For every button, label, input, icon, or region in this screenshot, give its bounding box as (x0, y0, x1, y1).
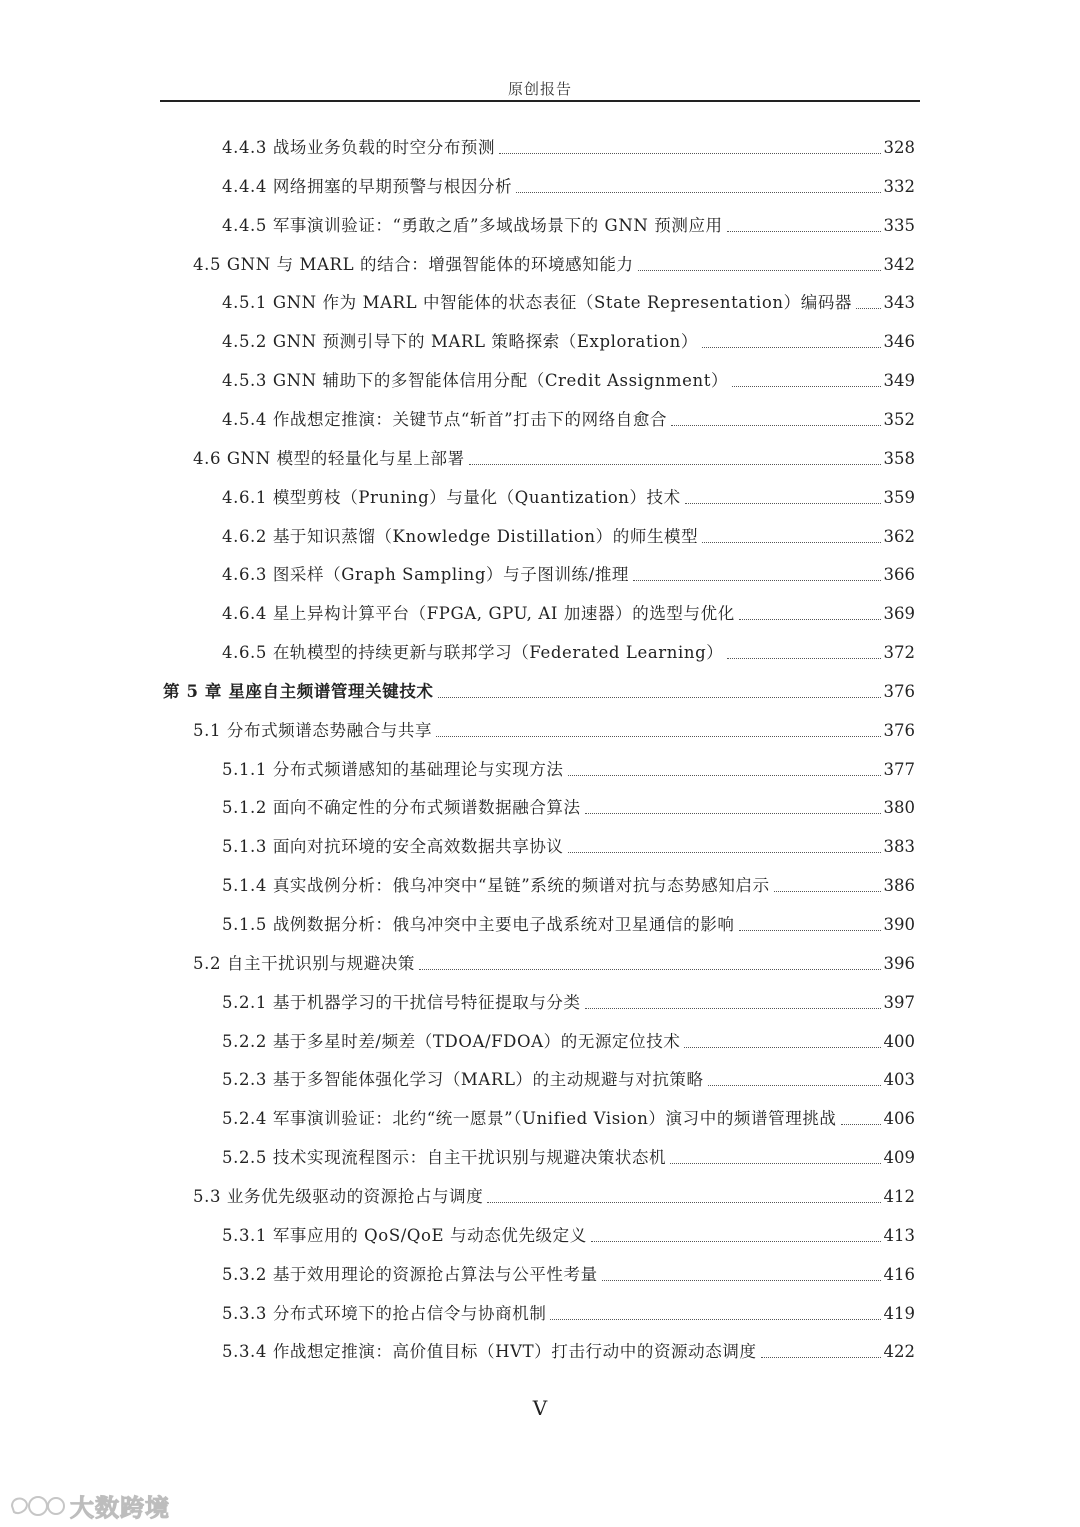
toc-entry-title: 4.5 GNN 与 MARL 的结合：增强智能体的环境感知能力 (193, 254, 634, 274)
toc-entry-title: 5.3 业务优先级驱动的资源抢占与调度 (193, 1186, 484, 1206)
toc-entry (222, 364, 915, 392)
toc-entry-page: 362 (883, 526, 915, 546)
toc-entry (222, 1335, 915, 1363)
toc-entry-title: 4.5.4 作战想定推演：关键节点“斩首”打击下的网络自愈合 (222, 409, 668, 429)
toc-entry (222, 520, 915, 548)
toc-entry-page: 342 (883, 254, 915, 274)
toc-leader-dots (732, 386, 880, 387)
toc-leader-dots (550, 1319, 880, 1320)
toc-leader-dots (739, 619, 881, 620)
toc-entry-page: 328 (883, 138, 915, 157)
toc-entry-title: 5.2 自主干扰识别与规避决策 (193, 953, 415, 973)
toc-entry (222, 1141, 915, 1169)
toc-entry-title: 4.4.4 网络拥塞的早期预警与根因分析 (222, 176, 513, 196)
toc-entry-title: 5.3.3 分布式环境下的抢占信令与协商机制 (222, 1303, 547, 1323)
toc-entry (222, 636, 915, 664)
toc-entry-page: 403 (883, 1070, 915, 1090)
toc-entry-title: 5.1.5 战例数据分析：俄乌冲突中主要电子战系统对卫星通信的影响 (222, 915, 735, 934)
toc-entry-title: 4.4.5 军事演训验证：“勇敢之盾”多域战场景下的 GNN 预测应用 (222, 215, 723, 235)
toc-entry-page: 358 (883, 448, 915, 468)
toc-leader-dots (633, 580, 880, 581)
toc-entry (222, 325, 915, 353)
toc-entry-page: 376 (883, 681, 915, 701)
toc-entry-title: 4.6 GNN 模型的轻量化与星上部署 (193, 448, 465, 468)
toc-entry (193, 947, 915, 975)
toc-leader-dots (727, 658, 880, 659)
toc-leader-dots (708, 1085, 881, 1086)
toc-entry-page: 332 (883, 176, 915, 196)
toc-entry-title: 4.6.3 图采样（Graph Sampling）与子图训练/推理 (222, 565, 630, 585)
toc-entry-title: 5.1.2 面向不确定性的分布式频谱数据融合算法 (222, 798, 581, 818)
toc-entry-title: 5.2.4 军事演训验证：北约“统一愿景”（Unified Vision）演习中的频谱管理挑战 (222, 1109, 837, 1129)
toc-entry (222, 558, 915, 586)
toc-entry-title: 4.6.5 在轨模型的持续更新与联邦学习（Federated Learning） (222, 643, 724, 663)
toc-entry (222, 1102, 915, 1130)
toc-entry (222, 753, 915, 781)
toc-entry (222, 830, 915, 858)
toc-leader-dots (856, 308, 880, 309)
toc-entry-page: 380 (883, 798, 915, 818)
toc-entry-page: 377 (883, 759, 915, 779)
toc-entry (222, 286, 915, 314)
toc-entry (222, 170, 915, 198)
toc-leader-dots (638, 270, 881, 271)
watermark (8, 1488, 170, 1523)
toc-entry-title: 5.3.1 军事应用的 QoS/QoE 与动态优先级定义 (222, 1225, 587, 1245)
toc-entry-page: 397 (883, 992, 915, 1012)
toc-entry-title: 5.1.3 面向对抗环境的安全高效数据共享协议 (222, 837, 564, 857)
toc-entry-page: 349 (883, 371, 915, 391)
toc-leader-dots (419, 969, 881, 970)
toc-leader-dots (469, 464, 881, 465)
toc-leader-dots (585, 1008, 881, 1009)
watermark-text: 大数跨境 (70, 1494, 170, 1522)
toc-entry-page: 406 (883, 1109, 915, 1129)
toc-entry (193, 248, 915, 276)
toc-leader-dots (761, 1357, 881, 1358)
toc-leader-dots (487, 1202, 880, 1203)
toc-entry-page: 386 (883, 876, 915, 896)
toc-entry-title: 4.5.2 GNN 预测引导下的 MARL 策略探索（Exploration） (222, 332, 698, 352)
toc-leader-dots (499, 153, 880, 154)
toc-entry-page: 376 (883, 720, 915, 740)
toc-leader-dots (670, 1163, 880, 1164)
toc-entry (222, 131, 915, 159)
toc-leader-dots (739, 930, 881, 931)
toc-leader-dots (438, 697, 881, 698)
toc-entry (193, 442, 915, 470)
toc-leader-dots (702, 542, 880, 543)
toc-entry-title: 5.3.4 作战想定推演：高价值目标（HVT）打击行动中的资源动态调度 (222, 1342, 757, 1362)
toc-leader-dots (841, 1124, 881, 1125)
toc-entry-title: 5.1 分布式频谱态势融合与共享 (193, 720, 433, 740)
toc-leader-dots (684, 1047, 880, 1048)
toc-entry-page: 413 (883, 1225, 915, 1245)
toc-entry (193, 714, 915, 742)
toc-entry-page: 359 (883, 487, 915, 507)
toc-chapter-entry (163, 675, 915, 703)
toc-leader-dots (436, 736, 880, 737)
toc-entry-page: 419 (883, 1303, 915, 1323)
toc-entry-title: 5.1.1 分布式频谱感知的基础理论与实现方法 (222, 759, 564, 779)
toc-leader-dots (585, 813, 881, 814)
toc-entry-title: 5.1.4 真实战例分析：俄乌冲突中“星链”系统的频谱对抗与态势感知启示 (222, 876, 770, 896)
toc-entry-page: 383 (883, 837, 915, 857)
toc-entry-title: 5.2.1 基于机器学习的干扰信号特征提取与分类 (222, 992, 581, 1012)
toc-entry-page: 366 (883, 565, 915, 585)
toc-entry-page: 335 (883, 215, 915, 235)
header-rule (160, 100, 920, 102)
toc-entry-page: 422 (883, 1342, 915, 1362)
toc-entry (222, 1297, 915, 1325)
toc-entry-title: 4.6.1 模型剪枝（Pruning）与量化（Quantization）技术 (222, 487, 681, 507)
toc-entry-title: 4.5.3 GNN 辅助下的多智能体信用分配（Credit Assignment） (222, 371, 729, 391)
toc-entry-page: 400 (883, 1031, 915, 1051)
toc-entry (222, 791, 915, 819)
toc-leader-dots (602, 1280, 881, 1281)
toc-leader-dots (702, 347, 881, 348)
toc-leader-dots (671, 425, 880, 426)
page-header: 原创报告 (507, 80, 572, 98)
toc-entry-page: 369 (883, 604, 915, 624)
toc-entry-page: 412 (883, 1186, 915, 1206)
toc-leader-dots (591, 1241, 881, 1242)
toc-entry (222, 986, 915, 1014)
toc-entry-title: 5.2.2 基于多星时差/频差（TDOA/FDOA）的无源定位技术 (222, 1031, 681, 1051)
toc-entry-page: 352 (883, 409, 915, 429)
toc-leader-dots (685, 503, 881, 504)
toc-entry-title: 4.6.4 星上异构计算平台（FPGA, GPU, AI 加速器）的选型与优化 (222, 604, 735, 624)
watermark-logo-icon (8, 1492, 66, 1520)
toc-entry-page: 372 (883, 643, 915, 663)
toc-entry-title: 4.5.1 GNN 作为 MARL 中智能体的状态表征（State Representation）编码器 (222, 293, 853, 313)
toc-leader-dots (727, 231, 881, 232)
toc-entry-page: 396 (883, 953, 915, 973)
toc-entry (222, 403, 915, 431)
toc-entry-page: 346 (883, 332, 915, 352)
toc-leader-dots (568, 775, 881, 776)
toc-entry (222, 481, 915, 509)
toc-leader-dots (516, 192, 880, 193)
toc-entry (222, 908, 915, 936)
toc-entry-page: 409 (883, 1148, 915, 1168)
toc-entry-title: 第 5 章 星座自主频谱管理关键技术 (163, 681, 434, 701)
toc-entry (222, 1258, 915, 1286)
toc-entry (222, 209, 915, 237)
toc-entry (222, 597, 915, 625)
toc-entry-page: 343 (883, 293, 915, 313)
toc-entry (222, 1063, 915, 1091)
toc-leader-dots (774, 891, 881, 892)
toc-entry-title: 5.3.2 基于效用理论的资源抢占算法与公平性考量 (222, 1264, 598, 1284)
toc-entry-title: 4.4.3 战场业务负载的时空分布预测 (222, 138, 496, 157)
toc-entry (193, 1180, 915, 1208)
toc-entry-title: 5.2.5 技术实现流程图示：自主干扰识别与规避决策状态机 (222, 1148, 667, 1168)
toc-entry (222, 1025, 915, 1053)
toc-leader-dots (568, 852, 881, 853)
page-number: V (532, 1396, 548, 1420)
toc-entry-title: 4.6.2 基于知识蒸馏（Knowledge Distillation）的师生模型 (222, 526, 699, 546)
toc-entry (222, 869, 915, 897)
toc-entry-page: 390 (883, 915, 915, 934)
toc-entry-title: 5.2.3 基于多智能体强化学习（MARL）的主动规避与对抗策略 (222, 1070, 704, 1090)
toc-entry-page: 416 (883, 1264, 915, 1284)
toc-entry (222, 1219, 915, 1247)
